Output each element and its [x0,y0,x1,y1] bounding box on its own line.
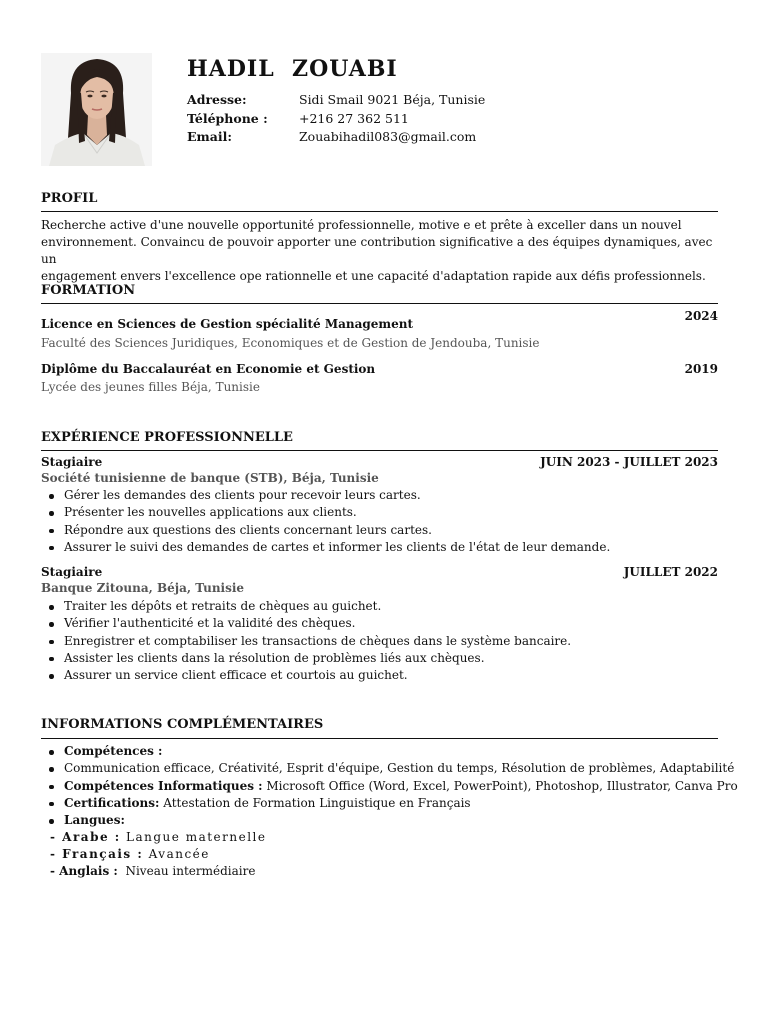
email-value: Zouabihadil083@gmail.com [299,129,477,144]
bullet-icon [49,511,54,516]
list-item [47,795,738,812]
list-item [47,615,571,632]
list-item [47,743,738,760]
portrait-image [41,53,152,166]
language-label: - Anglais : [50,864,118,878]
language-label: - Arabe : [50,830,121,844]
list-item [47,812,738,829]
list-item [47,598,571,615]
experience-dates: JUIN 2023 - JUILLET 2023 [540,455,718,469]
language-label: - Français : [50,847,144,861]
profil-line: Recherche active d'une nouvelle opportunité professionnelle, motive e et prête à exceller dans un nouvel [41,218,682,232]
bullet-icon [49,785,54,790]
bullet-icon [49,605,54,610]
profil-divider [41,211,718,212]
experience-role: Stagiaire [41,565,103,579]
profil-text [41,217,718,285]
bullet-icon [49,494,54,499]
list-item [47,539,610,556]
bullet-icon [49,529,54,534]
infos-heading: INFORMATIONS COMPLÉMENTAIRES [41,717,324,732]
task-text: Présenter les nouvelles applications aux clients. [64,505,357,520]
bullet-icon [49,657,54,662]
info-skills-text: Microsoft Office (Word, Excel, PowerPoint), Photoshop, Illustrator, Canva Pro [262,778,738,793]
experience-task-list [47,487,610,556]
bullet-icon [49,546,54,551]
infos-divider [41,738,718,739]
phone-label: Téléphone : [187,110,268,126]
list-item [47,633,571,650]
list-item [47,778,738,795]
profil-line: engagement envers l'excellence ope rationnelle et une capacité d'adaptation rapide aux défis professionnels. [41,269,706,283]
address-label: Adresse: [187,92,247,107]
bullet-icon [49,622,54,627]
infos-list [47,743,738,829]
email-label: Email: [187,129,232,144]
address-value: Sidi Smail 9021 Béja, Tunisie [299,92,486,107]
experience-company: Banque Zitouna, Béja, Tunisie [41,581,245,595]
info-skills-label: Compétences Informatiques : [64,778,263,793]
language-row-francais [50,847,210,861]
formation-degree: Diplôme du Baccalauréat en Economie et Gestion [41,362,376,376]
bullet-icon [49,640,54,645]
list-item [47,504,610,521]
contact-row-email [187,129,485,148]
formation-school: Lycée des jeunes filles Béja, Tunisie [41,380,260,394]
experience-company: Société tunisienne de banque (STB), Béja, Tunisie [41,471,379,485]
language-row-arabe [50,830,267,844]
experience-role: Stagiaire [41,455,103,469]
formation-year: 2024 [684,309,718,323]
formation-divider [41,303,718,304]
profil-heading: PROFIL [41,191,98,206]
contact-row-phone [187,111,485,130]
list-item [47,487,610,504]
formation-year: 2019 [684,362,718,376]
task-text: Assurer le suivi des demandes de cartes et informer les clients de l'état de leur demande. [64,539,611,554]
langues-label: Langues: [64,813,125,828]
list-item [47,667,571,684]
language-level: Langue maternelle [120,830,267,844]
formation-school: Faculté des Sciences Juridiques, Economiques et de Gestion de Jendouba, Tunisie [41,336,540,350]
certifications-text: Attestation de Formation Linguistique en Français [159,795,471,810]
full-name: HADIL ZOUABI [187,56,398,82]
competences-text: Communication efficace, Créativité, Esprit d'équipe, Gestion du temps, Résolution de problèmes, Adaptabilité [64,761,735,776]
experience-task-list [47,598,571,684]
competences-label: Compétences : [64,744,163,758]
bullet-icon [49,802,54,807]
list-item [47,522,610,539]
bullet-icon [49,819,54,824]
profil-line: environnement. Convaincu de pouvoir apporter une contribution significative a des équipes dynamiques, avec un [41,235,713,266]
bullet-icon [49,750,54,755]
task-text: Assister les clients dans la résolution de problèmes liés aux chèques. [64,650,485,665]
bullet-icon [49,767,54,772]
experience-divider [41,450,718,451]
task-text: Traiter les dépôts et retraits de chèques au guichet. [64,599,382,613]
contact-block [187,92,485,148]
list-item [47,650,571,667]
list-item [47,760,738,777]
task-text: Gérer les demandes des clients pour recevoir leurs cartes. [64,488,421,502]
bullet-icon [49,674,54,679]
language-row-anglais [50,864,255,878]
task-text: Enregistrer et comptabiliser les transactions de chèques dans le système bancaire. [64,633,572,648]
task-text: Assurer un service client efficace et courtois au guichet. [64,668,408,683]
phone-value: +216 27 362 511 [299,110,409,126]
formation-heading: FORMATION [41,283,136,298]
certifications-label: Certifications: [64,795,160,810]
contact-row-address [187,92,485,111]
profile-photo [41,53,152,166]
task-text: Vérifier l'authenticité et la validité des chèques. [64,616,356,631]
formation-degree: Licence en Sciences de Gestion spécialité Management [41,317,414,331]
experience-dates: JUILLET 2022 [623,565,718,579]
language-level: Avancée [143,847,210,861]
language-level: Niveau intermédiaire [117,864,256,878]
experience-heading: EXPÉRIENCE PROFESSIONNELLE [41,430,293,445]
task-text: Répondre aux questions des clients concernant leurs cartes. [64,522,432,537]
